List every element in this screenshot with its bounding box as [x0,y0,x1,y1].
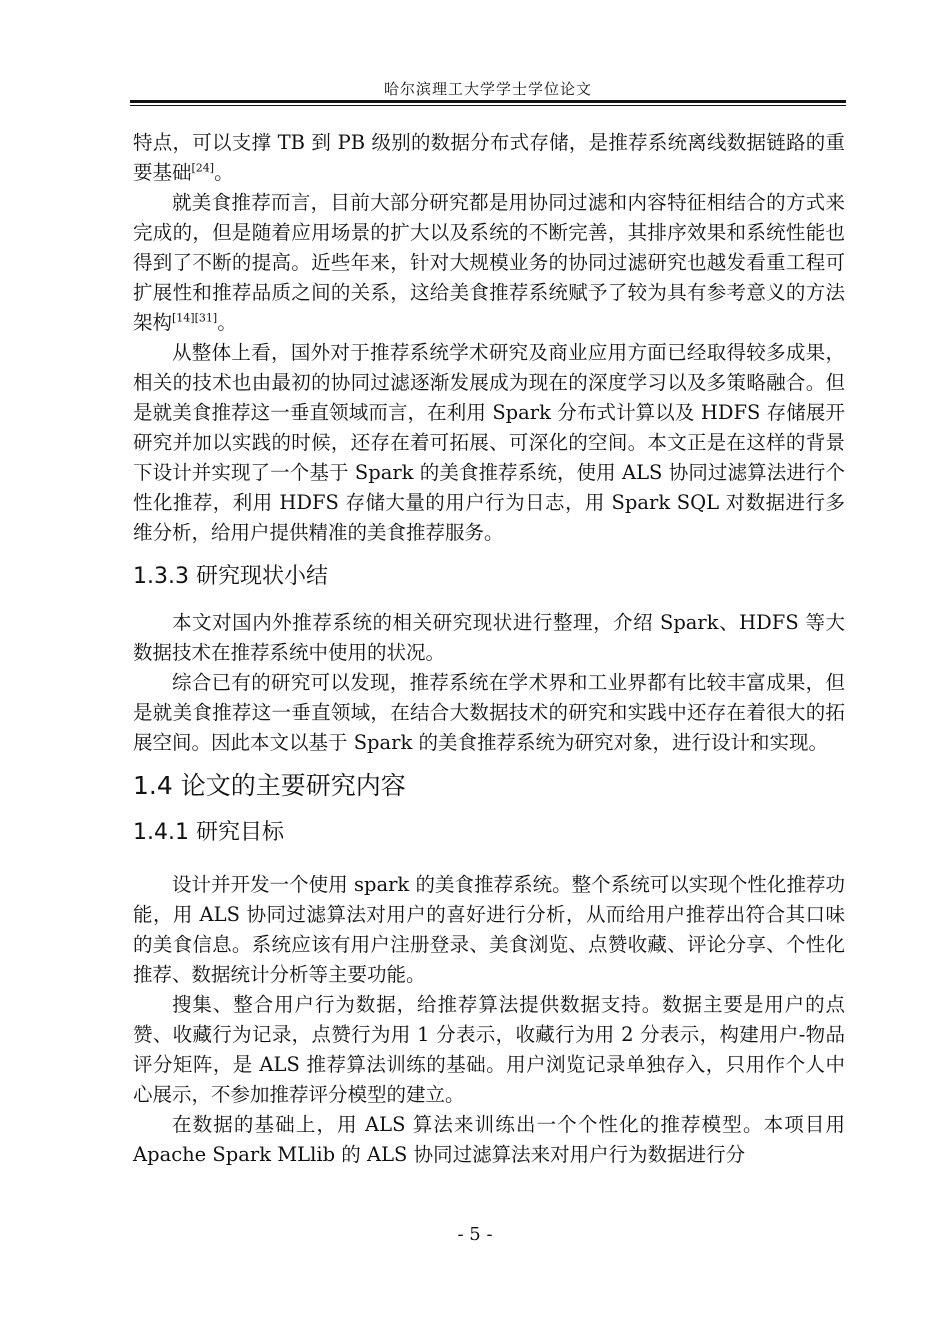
running-header: 哈尔滨理工大学学士学位论文 [383,80,592,98]
section-heading-1-4: 1.4 论文的主要研究内容 [133,771,406,800]
paragraph-3: 从整体上看，国外对于推荐系统学术研究及商业应用方面已经取得较多成果，相关的技术也由最初的协同过滤逐渐发展成为现在的深度学习以及多策略融合。但是就美食推荐这一垂直领域而言，在利用 Spark 分布式计算以及 HDFS 存储展开研究并加以实践的时候，还存在着可拓展、可深化的空间。本文正是在这样的背景下设计并实现了一个基于 Spark 的美食推荐系统，使用 ALS 协同过滤算法进行个性化推荐，利用 HDFS 存储大量的用户行为日志，用 Spark SQL 对数据进行多维分析，给用户提供精准的美食推荐服务。 [133,341,845,544]
section-heading-1-4-1: 1.4.1 研究目标 [133,820,284,845]
citation: [14][31] [172,311,218,325]
paragraph-4: 本文对国内外推荐系统的相关研究现状进行整理，介绍 Spark、HDFS 等大数据技术在推荐系统中使用的状况。 [133,611,845,664]
paragraph-6: 设计并开发一个使用 spark 的美食推荐系统。整个系统可以实现个性化推荐功能，用 ALS 协同过滤算法对用户的喜好进行分析，从而给用户推荐出符合其口味的美食信息。系统应该有用户注册登录、美食浏览、点赞收藏、评论分享、个性化推荐、数据统计分析等主要功能。 [133,873,845,986]
citation: [24] [191,161,215,175]
paragraph-5: 综合已有的研究可以发现，推荐系统在学术界和工业界都有比较丰富成果，但是就美食推荐这一垂直领域，在结合大数据技术的研究和实践中还存在着很大的拓展空间。因此本文以基于 Spark 的美食推荐系统为研究对象，进行设计和实现。 [133,671,845,754]
header-rule-thin [130,105,846,106]
section-heading-1-3-3: 1.3.3 研究现状小结 [133,564,328,589]
header-rule-thick [130,100,846,103]
paragraph-2-text: 就美食推荐而言，目前大部分研究都是用协同过滤和内容特征相结合的方式来完成的，但是随着应用场景的扩大以及系统的不断完善，其排序效果和系统性能也得到了不断的提高。近些年来，针对大规模业务的协同过滤研究也越发看重工程可扩展性和推荐品质之间的关系，这给美食推荐系统赋予了较为具有参考意义的方法架构 [133,191,845,334]
paragraph-2 [133,188,845,338]
body-content [133,128,845,1170]
paragraph-8: 在数据的基础上，用 ALS 算法来训练出一个个性化的推荐模型。本项目用 Apache Spark MLlib 的 ALS 协同过滤算法来对用户行为数据进行分 [133,1113,845,1166]
paragraph-1-text: 特点，可以支撑 TB 到 PB 级别的数据分布式存储，是推荐系统离线数据链路的重要基础 [133,131,845,184]
paragraph-2-tail: 。 [217,311,237,334]
page-number: - 5 - [457,1224,493,1245]
paragraph-1-tail: 。 [214,161,234,184]
paragraph-7: 搜集、整合用户行为数据，给推荐算法提供数据支持。数据主要是用户的点赞、收藏行为记录，点赞行为用 1 分表示，收藏行为用 2 分表示，构建用户-物品评分矩阵，是 ALS 推荐算法训练的基础。用户浏览记录单独存入，只用作个人中心展示，不参加推荐评分模型的建立。 [133,993,845,1106]
paragraph-1 [133,128,845,188]
